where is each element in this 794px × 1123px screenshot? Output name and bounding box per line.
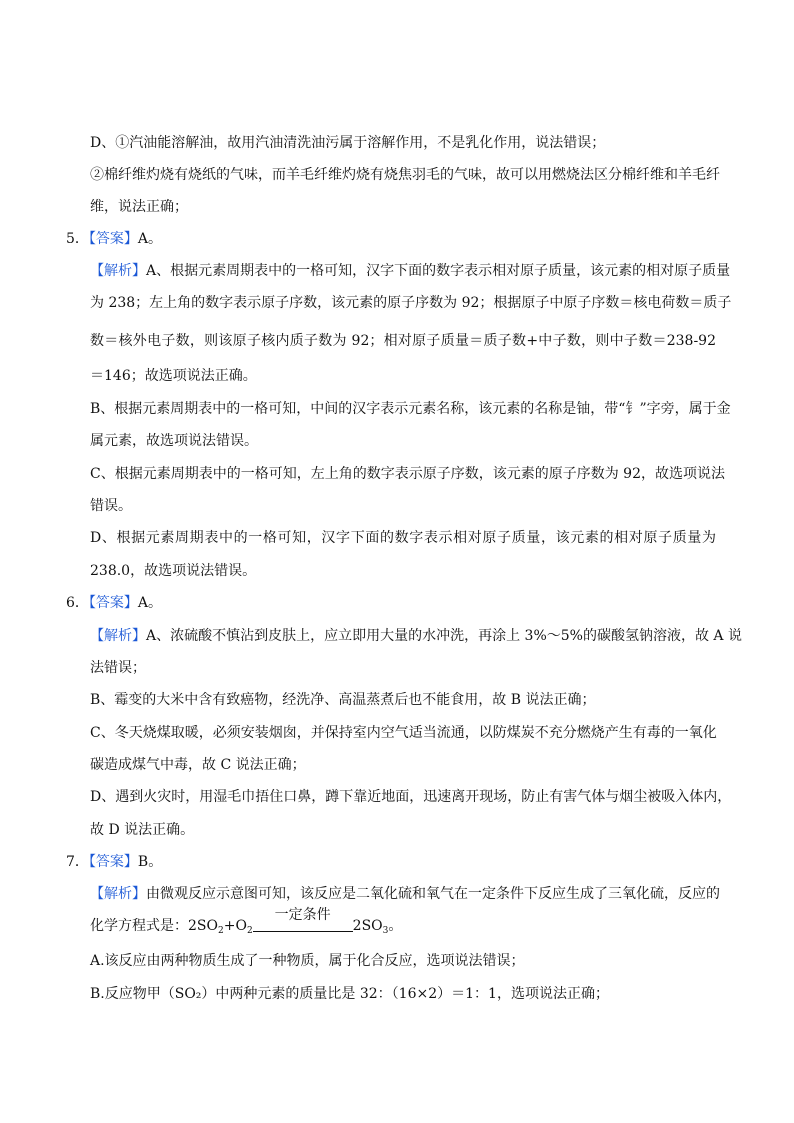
q5-option-c-line2: 错误。 xyxy=(90,498,132,514)
q7-option-b: B.反应物甲（SO₂）中两种元素的质量比是 32：（16×2）＝1：1，选项说法正确； xyxy=(90,986,609,1002)
q6-option-d-line2: 故 D 说法正确。 xyxy=(90,822,195,838)
q7-option-a: A.该反应由两种物质生成了一种物质，属于化合反应，选项说法错误； xyxy=(90,953,525,969)
q7-chemical-equation xyxy=(90,907,403,936)
q6-number: 6． xyxy=(66,595,89,611)
q7-eq-end: 。 xyxy=(388,918,403,934)
q5-analysis-line3: 数＝核外电子数，则该原子核内质子数为 92；相对原子质量＝质子数+中子数，则中子数＝238-92 xyxy=(90,333,716,349)
q5-option-d-line2: 238.0，故选项说法错误。 xyxy=(90,563,257,579)
q7-reaction-condition: 一定条件 xyxy=(274,907,331,923)
q5-analysis-line4: ＝146；故选项说法正确。 xyxy=(90,368,257,384)
q6-analysis-tag: 【解析】 xyxy=(90,628,146,644)
q7-equation-prefix: 化学方程式是： xyxy=(90,918,188,934)
q7-analysis-intro: 由微观反应示意图可知，该反应是二氧化硫和氧气在一定条件下反应生成了三氧化硫，反应的 xyxy=(146,886,720,902)
q6-analysis-line2: 法错误； xyxy=(90,660,146,676)
q7-reaction-bar xyxy=(253,931,353,932)
q7-eq-rhs: 2SO xyxy=(352,918,383,934)
q7-eq-lhs-b-sub: 2 xyxy=(246,926,253,936)
q5-analysis-a1: A、根据元素周期表中的一格可知，汉字下面的数字表示相对原子质量，该元素的相对原子质量 xyxy=(146,263,731,279)
q4-option-d-line1: D、①汽油能溶解油，故用汽油清洗油污属于溶解作用，不是乳化作用，说法错误； xyxy=(90,135,606,151)
q5-analysis-line2: 为 238；左上角的数字表示原子序数，该元素的原子序数为 92；根据原子中原子序数＝核电荷数＝质子 xyxy=(90,295,732,311)
q7-number: 7． xyxy=(66,854,89,870)
q6-answer-row xyxy=(66,593,162,613)
q6-answer-tag: 【答案】 xyxy=(88,595,138,611)
q6-analysis-line1 xyxy=(90,626,742,646)
q6-option-b: B、霉变的大米中含有致癌物，经洗净、高温蒸煮后也不能食用，故 B 说法正确； xyxy=(90,692,596,708)
q5-answer-row xyxy=(66,229,162,249)
q7-answer-tag: 【答案】 xyxy=(88,854,138,870)
q5-number: 5． xyxy=(66,231,89,247)
q7-reaction-arrow xyxy=(253,907,353,936)
q6-analysis-a1: A、浓硫酸不慎沾到皮肤上，应立即用大量的水冲洗，再涂上 3%～5%的碳酸氢钠溶液，故 A 说 xyxy=(146,628,742,644)
q5-option-b-line1: B、根据元素周期表中的一格可知，中间的汉字表示元素名称，该元素的名称是铀，带“钅”字旁，属于金 xyxy=(90,401,731,417)
q5-answer-value: A。 xyxy=(137,231,163,247)
q7-eq-rhs-sub: 3 xyxy=(382,926,389,936)
q5-analysis-tag: 【解析】 xyxy=(90,263,146,279)
q7-eq-lhs-a: 2SO xyxy=(188,918,218,934)
q7-eq-lhs-a-sub: 2 xyxy=(217,926,224,936)
q6-option-c-line1: C、冬天烧煤取暖，必须安装烟囱，并保持室内空气适当流通，以防煤炭不充分燃烧产生有毒的一氧化 xyxy=(90,725,717,741)
q7-answer-value: B。 xyxy=(137,854,163,870)
q4-option-d-line3: 维，说法正确； xyxy=(90,199,188,215)
q5-analysis-line1 xyxy=(90,261,731,281)
q5-answer-tag: 【答案】 xyxy=(88,231,138,247)
q7-answer-row xyxy=(66,852,162,872)
q7-analysis-tag: 【解析】 xyxy=(90,886,146,902)
q6-answer-value: A。 xyxy=(137,595,163,611)
q5-option-c-line1: C、根据元素周期表中的一格可知，左上角的数字表示原子序数，该元素的原子序数为 92，故选项说法 xyxy=(90,466,725,482)
q6-option-d-line1: D、遇到火灾时，用湿毛巾捂住口鼻，蹲下靠近地面，迅速离开现场，防止有害气体与烟尘被吸入体内， xyxy=(90,789,732,805)
q7-analysis-line1 xyxy=(90,884,720,904)
q5-option-b-line2: 属元素，故选项说法错误。 xyxy=(90,433,258,449)
q7-eq-plus: +O xyxy=(223,918,247,934)
q5-option-d-line1: D、根据元素周期表中的一格可知，汉字下面的数字表示相对原子质量，该元素的相对原子质量为 xyxy=(90,530,716,546)
q4-option-d-line2: ②棉纤维灼烧有烧纸的气味，而羊毛纤维灼烧有烧焦羽毛的气味，故可以用燃烧法区分棉纤维和羊毛纤 xyxy=(90,167,720,183)
q6-option-c-line2: 碳造成煤气中毒，故 C 说法正确； xyxy=(90,757,306,773)
